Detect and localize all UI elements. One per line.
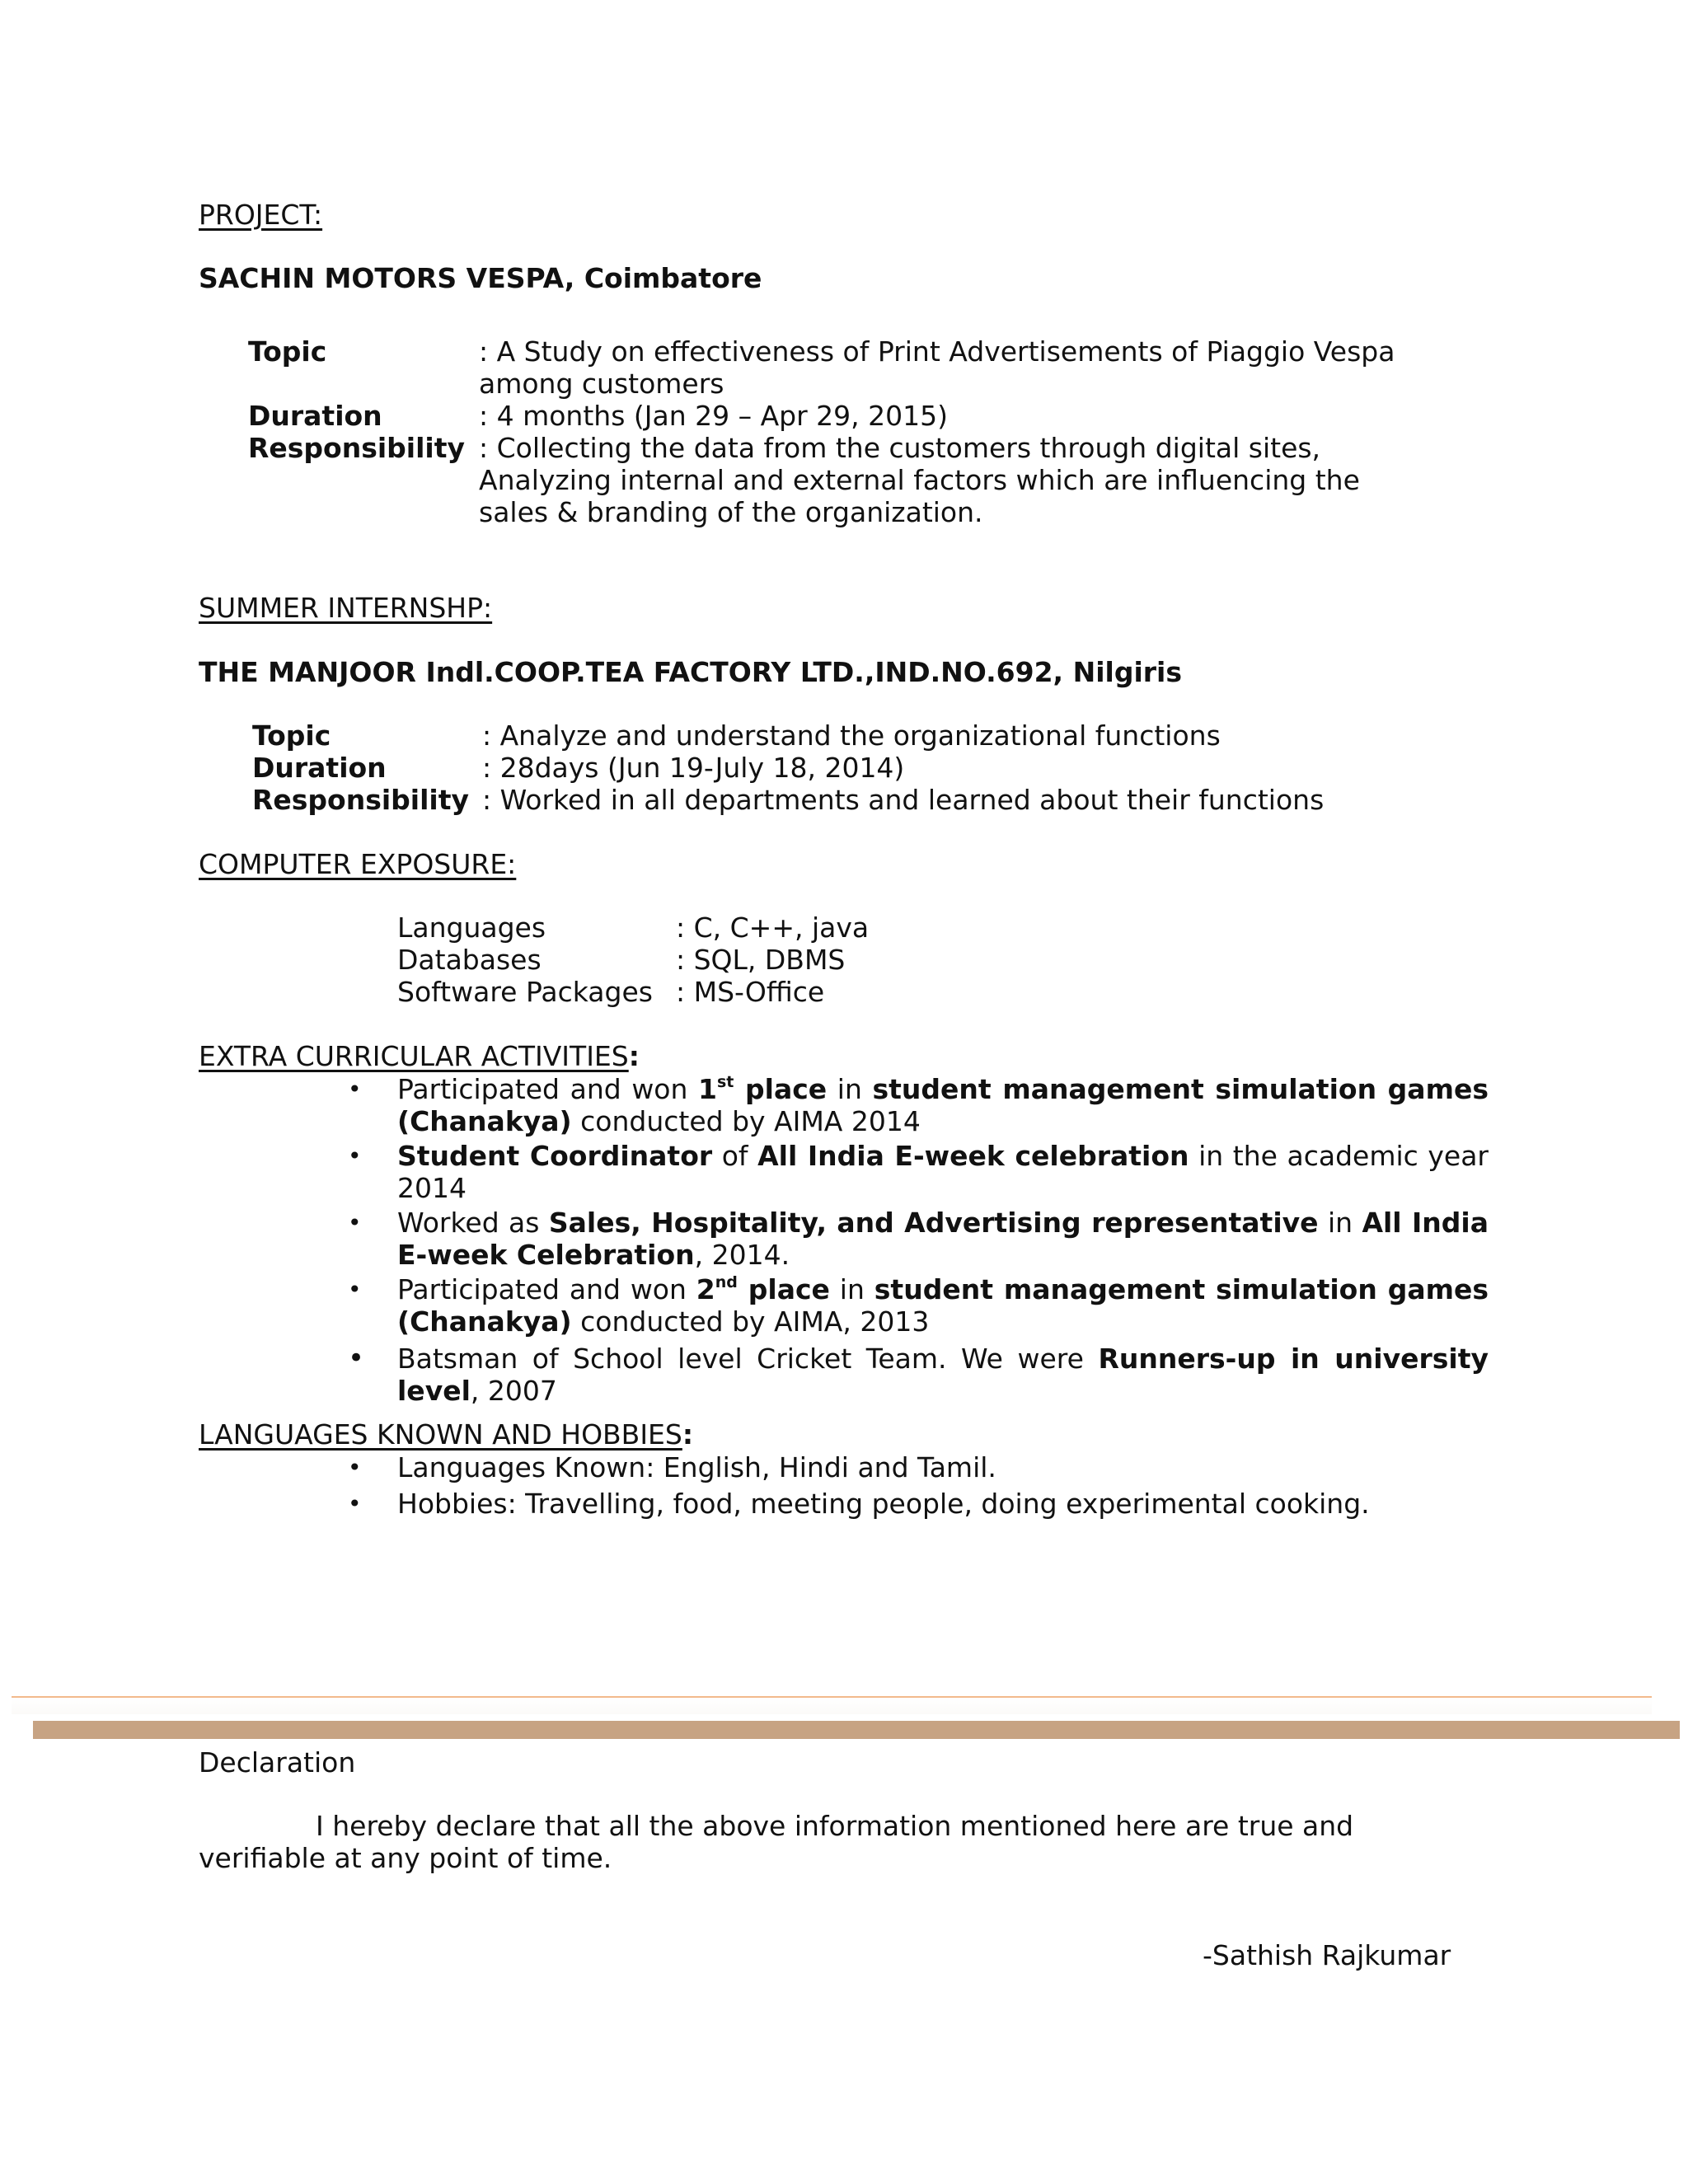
bullet-icon: •: [348, 1076, 362, 1103]
project-responsibility-value: : Collecting the data from the customers through digital sites, Analyzing internal and external factors which are influencing the sales & branding of the organization.: [479, 432, 1360, 528]
bullet-icon: •: [348, 1454, 362, 1481]
footer-rule-thin: [12, 1696, 1652, 1714]
internship-heading: SUMMER INTERNSHP:: [199, 592, 493, 624]
internship-responsibility-label: Responsibility: [252, 784, 470, 816]
internship-company: THE MANJOOR Indl.COOP.TEA FACTORY LTD.,IND.NO.692, Nilgiris: [199, 656, 1182, 688]
extra-item-1: Participated and won 1st place in student management simulation games (Chanakya) conducted by AIMA 2014: [397, 1073, 1489, 1137]
languages-known: Languages Known: English, Hindi and Tamil.: [397, 1451, 996, 1483]
computer-software-label: Software Packages: [397, 976, 653, 1008]
project-responsibility-label: Responsibility: [248, 432, 466, 464]
footer-rule-thick: [33, 1721, 1680, 1739]
computer-languages-label: Languages: [397, 912, 546, 944]
extra-item-2: Student Coordinator of All India E-week celebration in the academic year 2014: [397, 1140, 1489, 1204]
project-heading: PROJECT:: [199, 199, 323, 231]
project-topic-value: : A Study on effectiveness of Print Advertisements of Piaggio Vespa among customers: [479, 335, 1395, 400]
signature: -Sathish Rajkumar: [1203, 1939, 1451, 1971]
list-item: [348, 1273, 1489, 1338]
extra-list: [348, 1073, 1489, 1407]
bullet-icon: •: [348, 1490, 362, 1517]
bullet-icon: •: [348, 1209, 362, 1236]
list-item: [348, 1140, 1489, 1204]
computer-languages-value: : C, C++, java: [676, 912, 870, 944]
project-duration-value: : 4 months (Jan 29 – Apr 29, 2015): [479, 400, 948, 432]
computer-heading: COMPUTER EXPOSURE:: [199, 848, 517, 880]
bullet-icon: •: [348, 1142, 362, 1169]
bullet-icon: •: [348, 1342, 365, 1375]
extra-item-3: Worked as Sales, Hospitality, and Advertising representative in All India E-week Celebration, 2014.: [397, 1207, 1489, 1271]
computer-software-value: : MS-Office: [676, 976, 825, 1008]
computer-databases-label: Databases: [397, 944, 542, 976]
internship-topic-value: : Analyze and understand the organizational functions: [482, 719, 1221, 752]
list-item: [348, 1451, 1489, 1483]
project-topic-label: Topic: [248, 335, 327, 368]
list-item: [348, 1207, 1489, 1271]
languages-heading: LANGUAGES KNOWN AND HOBBIES: [199, 1418, 682, 1451]
extra-item-4: Participated and won 2nd place in student management simulation games (Chanakya) conducted by AIMA, 2013: [397, 1273, 1489, 1338]
declaration-title: Declaration: [199, 1746, 356, 1779]
languages-list: [348, 1451, 1489, 1520]
hobbies: Hobbies: Travelling, food, meeting people, doing experimental cooking.: [397, 1488, 1370, 1520]
extra-item-5: Batsman of School level Cricket Team. We were Runners-up in university level, 2007: [397, 1343, 1489, 1407]
bullet-icon: •: [348, 1276, 362, 1303]
languages-heading-colon: :: [682, 1418, 694, 1451]
project-company: SACHIN MOTORS VESPA, Coimbatore: [199, 262, 762, 294]
list-item: [348, 1343, 1489, 1407]
declaration-text: I hereby declare that all the above information mentioned here are true and verifiable at any point of time.: [199, 1810, 1354, 1874]
extra-heading-line: [199, 1040, 640, 1072]
extra-heading: EXTRA CURRICULAR ACTIVITIES: [199, 1040, 629, 1072]
computer-databases-value: : SQL, DBMS: [676, 944, 846, 976]
extra-heading-colon: :: [628, 1040, 640, 1072]
languages-heading-line: [199, 1418, 693, 1451]
project-duration-label: Duration: [248, 400, 382, 432]
list-item: [348, 1488, 1489, 1520]
list-item: [348, 1073, 1489, 1137]
internship-responsibility-value: : Worked in all departments and learned about their functions: [482, 784, 1325, 816]
internship-topic-label: Topic: [252, 719, 331, 752]
internship-duration-value: : 28days (Jun 19-July 18, 2014): [482, 752, 905, 784]
internship-duration-label: Duration: [252, 752, 387, 784]
